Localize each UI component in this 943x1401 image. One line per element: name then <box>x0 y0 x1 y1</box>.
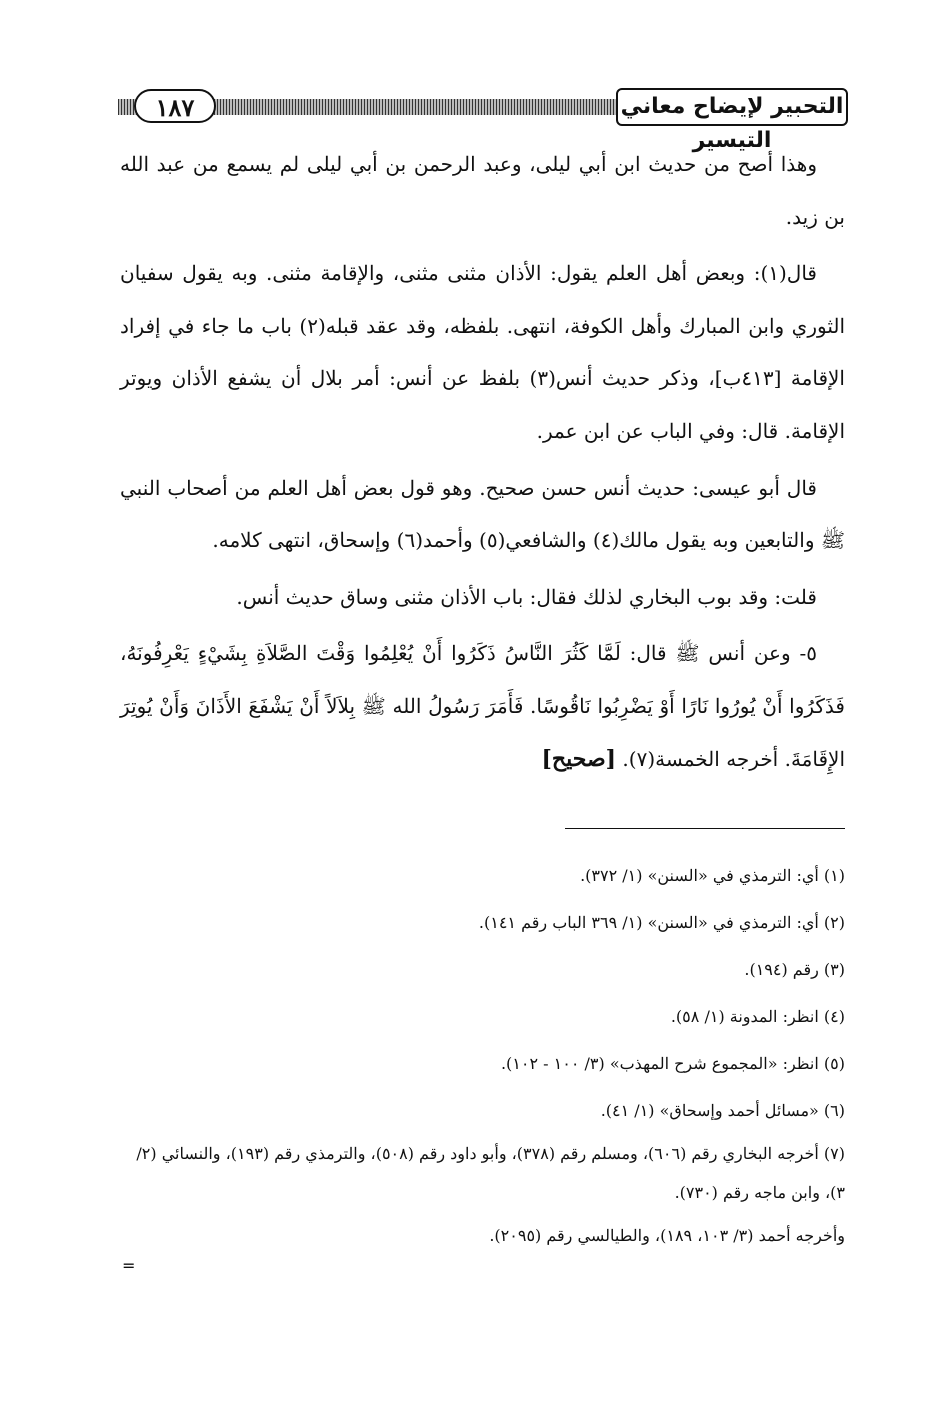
footnote: (٣) رقم (١٩٤). <box>744 960 845 979</box>
main-text <box>120 138 845 789</box>
footnote: (١) أي: الترمذي في «السنن» (١/ ٣٧٢). <box>580 866 845 885</box>
footnote: (٢) أي: الترمذي في «السنن» (١/ ٣٦٩ الباب رقم ١٤١). <box>478 913 845 932</box>
hadith-text: ٥- وعن أنس ﷺ قال: لَمَّا كَثُرَ النَّاسُ ذَكَرُوا أَنْ يُعْلِمُوا وَقْتَ الصَّلاَةِ بِشَيْءٍ يَعْرِفُونَهُ، فَذَكَرُوا أَنْ يُورُوا نَارًا أَوْ يَضْرِبُوا نَاقُوسًا. فَأَمَرَ رَسُولُ الله ﷺ بِلاَلاً أَنْ يَشْفَعَ الأَذَانَ وَأَنْ يُوتِرَ الإِقَامَةَ. أخرجه الخمسة(٧). <box>120 641 845 771</box>
footnote: (٥) انظر: «المجموع شرح المهذب» (٣/ ١٠٠ - ١٠٢). <box>500 1054 845 1073</box>
footnote: (٦) «مسائل أحمد وإسحاق» (١/ ٤١). <box>600 1101 845 1120</box>
footnote: وأخرجه أحمد (٣/ ١٠٣، ١٨٩)، والطيالسي رقم (٢٠٩٥). <box>489 1226 845 1245</box>
paragraph: وهذا أصح من حديث ابن أبي ليلى، وعبد الرحمن بن أبي ليلى لم يسمع من عبد الله بن زيد. <box>120 152 845 229</box>
hadith-paragraph <box>120 627 845 785</box>
page-number: ١٨٧ <box>134 89 216 123</box>
paragraph: قال(١): وبعض أهل العلم يقول: الأذان مثنى مثنى، والإقامة مثنى. وبه يقول سفيان الثوري وابن المبارك وأهل الكوفة، انتهى. بلفظه، وقد عقد قبله(٢) باب ما جاء في إفراد الإقامة [٤١٣ب]، وذكر حديث أنس(٣) بلفظ عن أنس: أمر بلال أن يشفع الأذان ويوتر الإقامة. قال: وفي الباب عن ابن عمر. <box>120 261 846 443</box>
footnote: (٧) أخرجه البخاري رقم (٦٠٦)، ومسلم رقم (٣٧٨)، وأبو داود رقم (٥٠٨)، والترمذي رقم (١٩٣)، والنسائي (٢/ ٣)، وابن ماجه رقم (٧٣٠). <box>136 1144 845 1202</box>
footnotes <box>120 852 845 1259</box>
footnote: (٤) انظر: المدونة (١/ ٥٨). <box>670 1007 845 1026</box>
hadith-verdict: [صحيح] <box>541 745 617 772</box>
paragraph: قال أبو عيسى: حديث أنس حسن صحيح. وهو قول بعض أهل العلم من أصحاب النبي ﷺ والتابعين وبه يقول مالك(٤) والشافعي(٥) وأحمد(٦) وإسحاق، انتهى كلامه. <box>120 475 845 553</box>
margin-mark: = <box>122 1256 136 1275</box>
book-title: التحبير لإيضاح معاني التيسير <box>616 88 848 126</box>
running-header <box>118 88 848 153</box>
paragraph: قلت: وقد بوب البخاري لذلك فقال: باب الأذان مثنى وساق حديث أنس. <box>236 584 817 609</box>
footnote-separator <box>565 828 845 829</box>
